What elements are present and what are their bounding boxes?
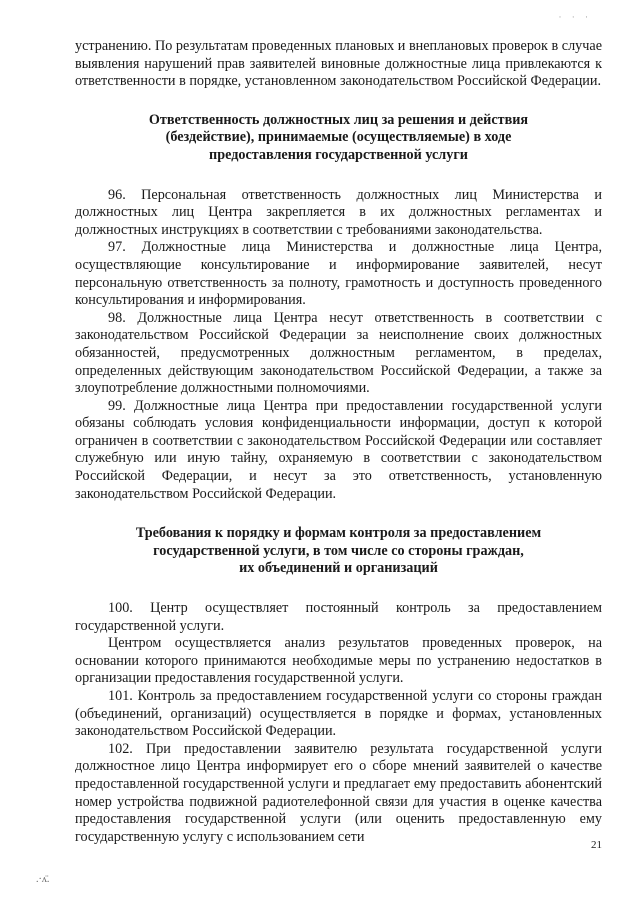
- heading-line: предоставления государственной услуги: [209, 146, 468, 163]
- heading-line: Требования к порядку и формам контроля за предоставлением: [135, 525, 542, 542]
- scan-artifact: · · ·: [558, 12, 592, 22]
- heading-line: Ответственность должностных лиц за решения и действия: [148, 111, 529, 128]
- heading-line: (бездействие), принимаемые (осуществляемые) в ходе: [165, 129, 512, 146]
- paragraph-99: 99. Должностные лица Центра при предоставлении государственной услуги обязаны соблюдать условия конфиденциальности информации, доступ к которой ограничен в соответствии с законодательством Российской Федерации или составляет служебную или иную тайну, охраняемую в соответствии с законодательством Российской Федерации, и несут за это ответственность, установленную законодательством Российской Федерации.: [75, 397, 602, 502]
- paragraph-102: 102. При предоставлении заявителю результата государственной услуги должностное лицо Центра информирует его о сборе мнений заявителей о качестве предоставленной государственной услуги и предлагает ему предоставить абонентский номер устройства подвижной радиотелефонной связи для участия в оценке качества предоставления государственной услуги (или оценить предоставленную ему государственную услугу с использованием сети: [75, 740, 602, 845]
- paragraph-97: 97. Должностные лица Министерства и должностные лица Центра, осуществляющие консультирование и информирование заявителей, несут персональную ответственность за полноту, грамотность и доступность проведенного консультирования и информирования.: [75, 239, 602, 309]
- paragraph-98: 98. Должностные лица Центра несут ответственность в соответствии с законодательством Российской Федерации за неисполнение своих должностных обязанностей, предусмотренных должностным регламентом, в пределах, определенных действующим законодательством Российской Федерации, а также за злоупотребление должностными полномочиями.: [75, 309, 602, 397]
- heading-line: их объединений и организаций: [239, 560, 438, 577]
- scan-artifact: .·ʌ̈.: [36, 874, 50, 885]
- heading-line: государственной услуги, в том числе со стороны граждан,: [153, 542, 524, 559]
- paragraph-100-analysis: Центром осуществляется анализ результатов проведенных проверок, на основании которого принимаются необходимые меры по устранению недостатков в организации предоставления государственной услуги.: [75, 635, 602, 687]
- paragraph-101: 101. Контроль за предоставлением государственной услуги со стороны граждан (объединений, организаций) осуществляется в порядке и формах, установленных законодательством Российской Федерации.: [75, 688, 602, 740]
- page-number: 21: [591, 839, 602, 851]
- paragraph-96: 96. Персональная ответственность должностных лиц Министерства и должностных лиц Центра закрепляется в их должностных регламентах и должностных инструкциях в соответствии с требованиями законодательства.: [75, 186, 602, 238]
- section-heading-responsibility: [75, 112, 602, 165]
- top-fragment-paragraph: устранению. По результатам проведенных плановых и внеплановых проверок в случае выявления нарушений прав заявителей виновные должностные лица привлекаются к ответственности в порядке, установленном законодательством Российской Федерации.: [75, 38, 602, 90]
- paragraph-100: 100. Центр осуществляет постоянный контроль за предоставлением государственной услуги.: [75, 600, 602, 634]
- section-heading-control: [75, 525, 602, 578]
